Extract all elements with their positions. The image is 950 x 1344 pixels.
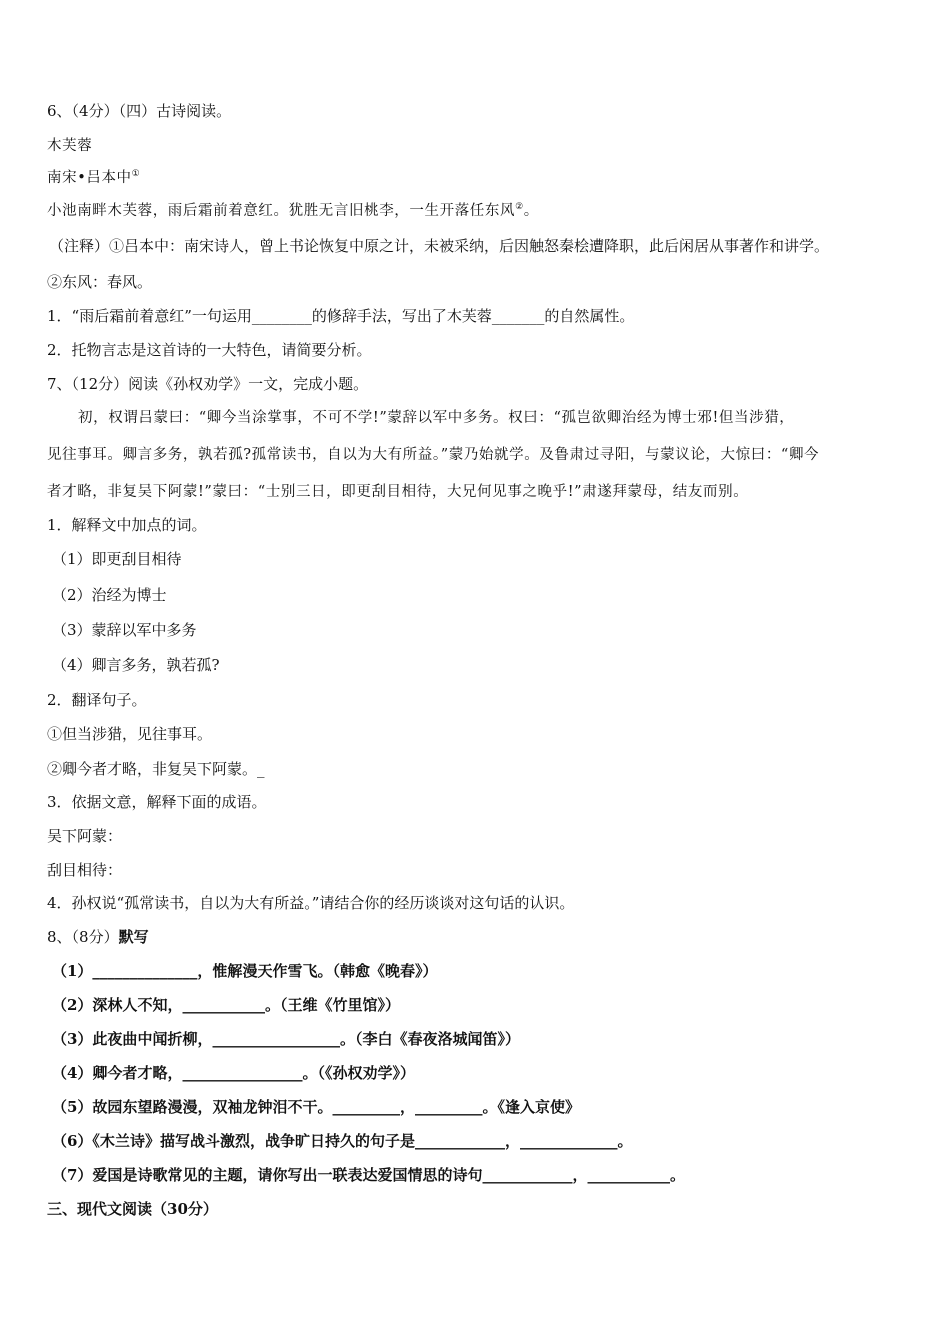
author-footnote-mark: ① — [131, 169, 141, 180]
passage-line-2: 见往事耳。卿言多务，孰若孤?孤常读书，自以为大有所益。”蒙乃始就学。及鲁肃过寻阳，与蒙议论，大惊曰：“卿今 — [47, 447, 820, 463]
passage-line-1: 初，权谓吕蒙曰：“卿今当涂掌事，不可不学!”蒙辞以军中多务。权曰：“孤岂欲卿治经为博士邪!但当涉猎， — [78, 410, 795, 426]
q7-header: 7、（12分）阅读《孙权劝学》一文，完成小题。 — [47, 375, 369, 393]
q7-item-2: 2．翻译句子。 — [47, 691, 147, 709]
q8-header — [47, 927, 149, 947]
q7-item-1: 1．解释文中加点的词。 — [47, 516, 207, 534]
q7-item-1-part-4: （4）卿言多务，孰若孤? — [52, 656, 220, 674]
q8-item-6: （6）《木兰诗》描写战斗激烈，战争旷日持久的句子是____________，_____________。 — [52, 1132, 633, 1150]
q6-item-1: 1．“雨后霜前着意红”一句运用________的修辞手法，写出了木芙蓉_______的自然属性。 — [47, 307, 635, 325]
q8-item-7: （7）爱国是诗歌常见的主题，请你写出一联表达爱国情思的诗句____________，___________。 — [52, 1166, 685, 1184]
q7-item-1-part-3: （3）蒙辞以军中多务 — [52, 621, 197, 639]
poem-line — [47, 201, 539, 221]
poem-line-text: 小池南畔木芙蓉，雨后霜前着意红。犹胜无言旧桃李，一生开落任东风 — [47, 203, 516, 219]
q7-item-1-part-1: （1）即更刮目相待 — [52, 550, 182, 568]
q8-item-2: （2）深林人不知，___________。（王维《竹里馆》） — [52, 996, 400, 1014]
poem-title: 木芙蓉 — [47, 138, 93, 154]
poem-footnote-mark: ② — [515, 202, 524, 213]
passage-line-3: 者才略，非复吴下阿蒙!”蒙曰：“士别三日，即更刮目相待，大兄何见事之晚乎!”肃遂拜蒙母，结友而别。 — [47, 484, 749, 500]
q8-item-4: （4）卿今者才略，________________。（《孙权劝学》） — [52, 1064, 415, 1082]
q6-item-2: 2．托物言志是这首诗的一大特色，请简要分析。 — [47, 341, 372, 359]
q8-header-prefix: 8、（8分） — [47, 928, 119, 946]
q7-item-4: 4．孙权说“孤常读书，自以为大有所益。”请结合你的经历谈谈对这句话的认识。 — [47, 894, 575, 912]
poem-author-text: 南宋•吕本中 — [47, 170, 132, 186]
q7-item-2-part-2: ②卿今者才略，非复吴下阿蒙。_ — [47, 760, 265, 778]
q8-item-5: （5）故园东望路漫漫，双袖龙钟泪不干。_________，_________。《逢入京使》 — [52, 1098, 580, 1116]
q7-item-3-part-2: 刮目相待： — [47, 861, 123, 879]
q8-item-3: （3）此夜曲中闻折柳，_________________。（李白《春夜洛城闻笛》） — [52, 1030, 520, 1048]
section-3-heading: 三、现代文阅读（30分） — [47, 1200, 218, 1218]
q8-header-title: 默写 — [118, 928, 149, 946]
poem-line-end: 。 — [523, 203, 539, 219]
note-1: （注释）①吕本中：南宋诗人，曾上书论恢复中原之计，未被采纳，后因触怒秦桧遭降职，此后闲居从事著作和讲学。 — [49, 237, 830, 255]
poem-author — [47, 168, 140, 188]
note-2: ②东风：春风。 — [47, 273, 153, 291]
q6-header: 6、（4分）（四）古诗阅读。 — [47, 102, 232, 120]
q7-item-3-part-1: 吴下阿蒙： — [47, 827, 123, 845]
q7-item-1-part-2: （2）治经为博士 — [52, 586, 167, 604]
q7-item-3: 3．依据文意，解释下面的成语。 — [47, 793, 267, 811]
q8-item-1: （1）______________，惟解漫天作雪飞。（韩愈《晚春》） — [52, 962, 438, 980]
q7-item-2-part-1: ①但当涉猎，见往事耳。 — [47, 725, 213, 743]
